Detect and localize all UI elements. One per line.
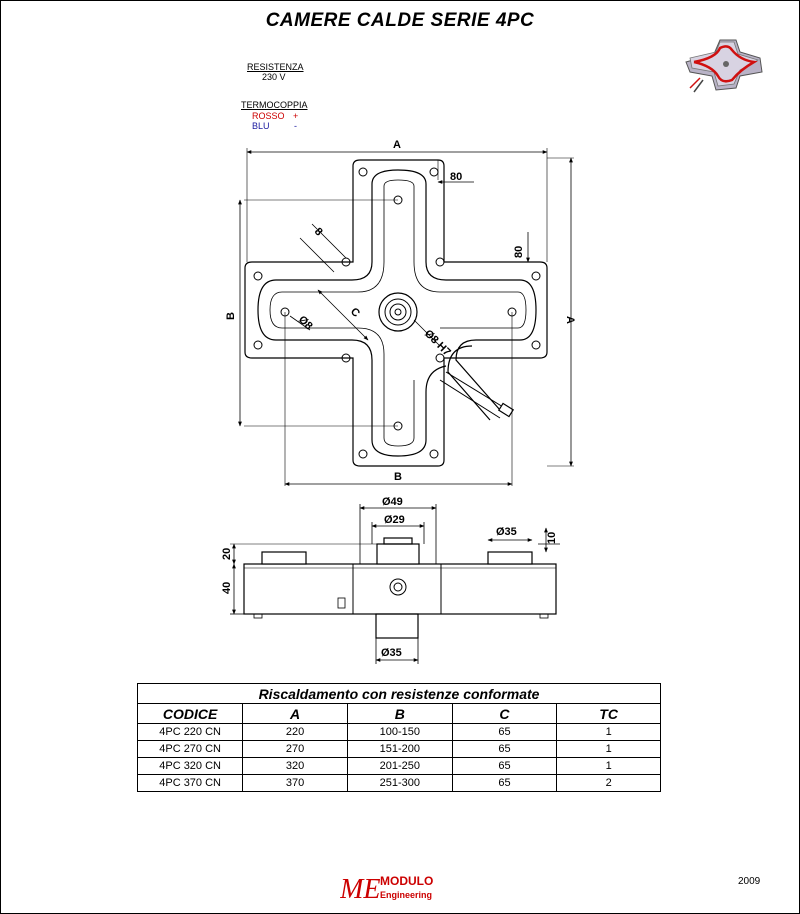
cell-codice: 4PC 220 CN xyxy=(138,724,243,741)
heater-channel-left xyxy=(258,184,446,456)
side-nozzle xyxy=(376,614,418,638)
rosso-label: ROSSO xyxy=(252,111,285,121)
table-row xyxy=(138,741,661,758)
cell-tc: 1 xyxy=(557,724,661,741)
blu-sign: - xyxy=(294,121,297,131)
center-inlet xyxy=(379,293,417,331)
header-b: B xyxy=(347,704,452,724)
dim-35-bottom: Ø35 xyxy=(381,647,402,659)
logo-line2: Engineering xyxy=(380,890,433,900)
dim-35-top: Ø35 xyxy=(496,526,517,538)
side-body xyxy=(244,564,556,614)
dim-20: 20 xyxy=(221,547,233,560)
spec-table xyxy=(137,683,661,792)
header-tc: TC xyxy=(557,704,661,724)
cell-b: 201-250 xyxy=(347,758,452,775)
dimension-labels xyxy=(221,139,576,659)
dim-8-slot: 8 xyxy=(311,225,325,239)
logo-line1: MODULO xyxy=(380,874,434,888)
cell-a: 220 xyxy=(243,724,348,741)
resistenza-label: RESISTENZA xyxy=(247,62,304,72)
header-a: A xyxy=(243,704,348,724)
dim-a-right: A xyxy=(564,316,576,324)
cell-c: 65 xyxy=(452,741,557,758)
table-caption-row xyxy=(138,684,661,704)
cell-b: 151-200 xyxy=(347,741,452,758)
dimension-lines xyxy=(240,152,571,484)
page-title: CAMERE CALDE SERIE 4PC xyxy=(265,10,535,31)
rosso-sign: + xyxy=(293,111,299,121)
dim-c: C xyxy=(347,305,362,320)
cell-codice: 4PC 370 CN xyxy=(138,775,243,792)
dim-80-top: 80 xyxy=(450,171,463,183)
dim-b-bottom: B xyxy=(394,471,402,483)
cell-c: 65 xyxy=(452,758,557,775)
top-view xyxy=(240,148,574,486)
blu-label: BLU xyxy=(252,121,270,131)
cell-b: 100-150 xyxy=(347,724,452,741)
dim-10: 10 xyxy=(546,531,558,544)
cell-tc: 1 xyxy=(557,758,661,775)
cell-a: 270 xyxy=(243,741,348,758)
resistenza-voltage: 230 V xyxy=(262,72,286,82)
cell-a: 370 xyxy=(243,775,348,792)
heater-channel-right xyxy=(372,170,536,420)
dim-b-left: B xyxy=(225,312,237,320)
dim-8h7: Ø8 H7 xyxy=(421,327,453,359)
cell-c: 65 xyxy=(452,775,557,792)
dim-40: 40 xyxy=(221,581,233,594)
table-row xyxy=(138,724,661,741)
header-codice: CODICE xyxy=(138,704,243,724)
cell-c: 65 xyxy=(452,724,557,741)
table-header-row xyxy=(138,704,661,724)
dim-80-right: 80 xyxy=(513,245,525,258)
product-thumbnail xyxy=(686,40,762,92)
cell-tc: 2 xyxy=(557,775,661,792)
cell-tc: 1 xyxy=(557,741,661,758)
company-logo xyxy=(340,872,460,904)
cell-a: 320 xyxy=(243,758,348,775)
year-label: 2009 xyxy=(738,876,761,887)
side-inlet xyxy=(377,544,419,564)
cross-outline xyxy=(245,160,547,466)
dim-29: Ø29 xyxy=(384,514,405,526)
termocoppia-label: TERMOCOPPIA xyxy=(241,100,308,110)
table-row xyxy=(138,758,661,775)
table-row xyxy=(138,775,661,792)
cell-codice: 4PC 320 CN xyxy=(138,758,243,775)
header-c: C xyxy=(452,704,557,724)
dim-49: Ø49 xyxy=(382,496,403,508)
mounting-bolts xyxy=(254,168,540,458)
cell-codice: 4PC 270 CN xyxy=(138,741,243,758)
dim-a-top: A xyxy=(393,139,401,151)
cell-b: 251-300 xyxy=(347,775,452,792)
logo-mark: ME xyxy=(340,874,381,904)
dim-8-hole: Ø8 xyxy=(295,313,315,333)
table-caption: Riscaldamento con resistenze conformate xyxy=(138,684,661,704)
